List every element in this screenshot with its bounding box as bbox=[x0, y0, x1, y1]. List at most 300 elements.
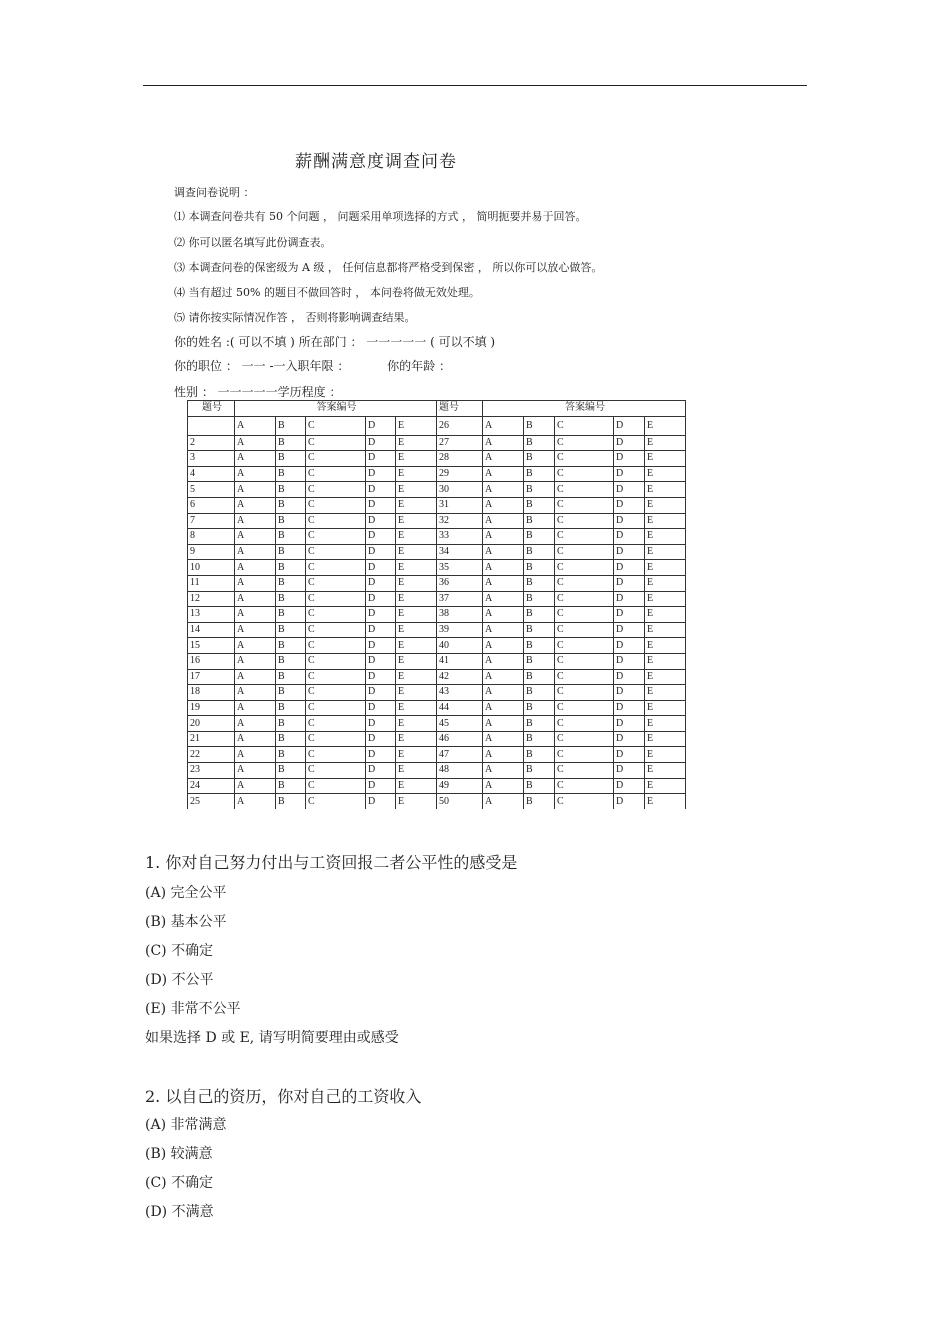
question-number-cell: 4 bbox=[188, 466, 235, 482]
answer-option-cell[interactable]: D bbox=[366, 716, 396, 732]
answer-option-cell[interactable]: B bbox=[276, 416, 306, 435]
answer-option-cell[interactable]: C bbox=[555, 451, 614, 467]
answer-option-cell[interactable]: B bbox=[524, 544, 555, 560]
instruction-item: ⑴ 本调查问卷共有 50 个问题 ， 问题采用单项选择的方式 ， 简明扼要并易于回答。 bbox=[174, 210, 587, 223]
answer-option-cell[interactable]: E bbox=[396, 451, 437, 467]
answer-option-cell[interactable]: C bbox=[306, 731, 366, 747]
answer-option-cell[interactable]: E bbox=[645, 544, 686, 560]
answer-option-cell[interactable]: A bbox=[483, 416, 524, 435]
answer-option-cell[interactable]: C bbox=[555, 513, 614, 529]
table-row bbox=[188, 529, 686, 545]
answer-option-cell[interactable]: E bbox=[396, 416, 437, 435]
answer-option-cell[interactable]: A bbox=[483, 544, 524, 560]
answer-option-cell[interactable]: A bbox=[235, 466, 276, 482]
answer-option-cell[interactable]: B bbox=[276, 575, 306, 591]
question-number-header: 题号 bbox=[188, 401, 235, 417]
answer-option-cell[interactable]: A bbox=[235, 622, 276, 638]
answer-option-cell[interactable]: E bbox=[645, 466, 686, 482]
answer-option-cell[interactable]: D bbox=[366, 653, 396, 669]
answer-option-cell[interactable]: B bbox=[276, 451, 306, 467]
answer-option-cell[interactable]: C bbox=[306, 716, 366, 732]
answer-option-cell[interactable]: A bbox=[483, 763, 524, 779]
table-row bbox=[188, 700, 686, 716]
question-number-cell: 10 bbox=[188, 560, 235, 576]
answer-option-cell[interactable]: A bbox=[235, 451, 276, 467]
answer-option-cell[interactable]: A bbox=[483, 685, 524, 701]
answer-option-cell[interactable]: C bbox=[555, 794, 614, 809]
answer-option-cell[interactable]: C bbox=[306, 435, 366, 451]
answer-option-cell[interactable]: A bbox=[483, 669, 524, 685]
answer-option-cell[interactable]: D bbox=[366, 529, 396, 545]
answer-option-cell[interactable]: B bbox=[524, 513, 555, 529]
answer-option-cell[interactable]: B bbox=[524, 607, 555, 623]
answer-option-cell[interactable]: D bbox=[614, 747, 645, 763]
answer-option-cell[interactable]: A bbox=[483, 513, 524, 529]
answer-option-cell[interactable]: B bbox=[524, 435, 555, 451]
answer-option-cell[interactable]: A bbox=[235, 497, 276, 513]
answer-option-cell[interactable]: E bbox=[396, 716, 437, 732]
answer-option-cell[interactable]: E bbox=[396, 560, 437, 576]
answer-option-cell[interactable]: E bbox=[645, 575, 686, 591]
question-number-cell: 49 bbox=[437, 778, 483, 794]
answer-option-cell[interactable]: C bbox=[555, 497, 614, 513]
question-number-cell: 19 bbox=[188, 700, 235, 716]
answer-option-cell[interactable]: E bbox=[645, 685, 686, 701]
answer-option-cell[interactable]: A bbox=[235, 669, 276, 685]
answer-option-cell[interactable]: D bbox=[614, 622, 645, 638]
question-number-cell: 12 bbox=[188, 591, 235, 607]
answer-option-cell[interactable]: C bbox=[306, 778, 366, 794]
answer-option-cell[interactable]: A bbox=[235, 700, 276, 716]
answer-option-cell[interactable]: A bbox=[235, 653, 276, 669]
question-number-cell: 24 bbox=[188, 778, 235, 794]
table-row bbox=[188, 466, 686, 482]
answer-option-cell[interactable]: C bbox=[555, 685, 614, 701]
question-number-cell: 9 bbox=[188, 544, 235, 560]
answer-option-cell[interactable]: D bbox=[614, 591, 645, 607]
answer-option-cell[interactable]: C bbox=[306, 451, 366, 467]
answer-option-cell[interactable]: C bbox=[306, 575, 366, 591]
answer-option-cell[interactable]: B bbox=[276, 513, 306, 529]
answer-option-cell[interactable]: E bbox=[396, 638, 437, 654]
answer-option-cell[interactable]: B bbox=[524, 466, 555, 482]
answer-option-cell[interactable]: C bbox=[555, 763, 614, 779]
answer-option-cell[interactable]: A bbox=[483, 435, 524, 451]
answer-option-cell[interactable]: E bbox=[396, 497, 437, 513]
answer-option-cell[interactable]: B bbox=[524, 763, 555, 779]
answer-option-cell[interactable]: D bbox=[614, 497, 645, 513]
question-number-cell: 42 bbox=[437, 669, 483, 685]
answer-option-cell[interactable]: B bbox=[524, 669, 555, 685]
answer-option-cell[interactable]: C bbox=[555, 482, 614, 498]
answer-option-cell[interactable]: C bbox=[555, 653, 614, 669]
answer-option-cell[interactable]: E bbox=[645, 700, 686, 716]
answer-option-cell[interactable]: D bbox=[366, 700, 396, 716]
answer-option-cell[interactable]: B bbox=[524, 778, 555, 794]
answer-option-cell[interactable]: B bbox=[524, 497, 555, 513]
answer-option-cell[interactable]: E bbox=[396, 653, 437, 669]
answer-option-cell[interactable]: D bbox=[614, 482, 645, 498]
answer-option-cell[interactable]: A bbox=[235, 747, 276, 763]
table-row bbox=[188, 416, 686, 435]
answer-option-cell[interactable]: C bbox=[306, 669, 366, 685]
answer-option-cell[interactable]: C bbox=[306, 466, 366, 482]
answer-option-cell[interactable]: E bbox=[645, 529, 686, 545]
table-row bbox=[188, 497, 686, 513]
answer-option-cell[interactable]: A bbox=[235, 416, 276, 435]
answer-option-cell[interactable]: C bbox=[306, 497, 366, 513]
answer-option-cell[interactable]: D bbox=[614, 685, 645, 701]
answer-option-cell[interactable]: A bbox=[483, 591, 524, 607]
answer-option-cell[interactable]: E bbox=[645, 497, 686, 513]
question-number-cell: 3 bbox=[188, 451, 235, 467]
answer-option-cell[interactable]: D bbox=[366, 622, 396, 638]
answer-option-cell[interactable]: A bbox=[483, 778, 524, 794]
answer-option-cell[interactable]: C bbox=[555, 435, 614, 451]
question-number-header: 题号 bbox=[437, 401, 483, 417]
answer-option-cell[interactable]: D bbox=[614, 669, 645, 685]
question-2-option-d[interactable]: (D) 不满意 bbox=[145, 1204, 214, 1220]
table-row bbox=[188, 716, 686, 732]
answer-option-cell[interactable]: B bbox=[524, 622, 555, 638]
table-row bbox=[188, 794, 686, 809]
answer-option-cell[interactable]: A bbox=[483, 700, 524, 716]
answer-option-cell[interactable]: B bbox=[276, 700, 306, 716]
question-2-title: 2. 以自己的资历，你对自己的工资收入 bbox=[145, 1087, 422, 1106]
answer-option-cell[interactable]: C bbox=[306, 653, 366, 669]
answer-option-cell[interactable]: E bbox=[396, 794, 437, 809]
answer-option-cell[interactable]: A bbox=[235, 482, 276, 498]
answer-option-cell[interactable]: E bbox=[645, 416, 686, 435]
answer-option-cell[interactable]: C bbox=[555, 716, 614, 732]
answer-option-cell[interactable]: D bbox=[614, 638, 645, 654]
answer-option-cell[interactable]: C bbox=[306, 685, 366, 701]
answer-option-cell[interactable]: E bbox=[645, 591, 686, 607]
answer-option-cell[interactable]: C bbox=[555, 778, 614, 794]
answer-option-cell[interactable]: B bbox=[276, 435, 306, 451]
answer-option-cell[interactable]: E bbox=[645, 763, 686, 779]
answer-option-cell[interactable]: A bbox=[483, 575, 524, 591]
answer-option-cell[interactable]: A bbox=[235, 638, 276, 654]
answer-option-cell[interactable]: C bbox=[306, 794, 366, 809]
answer-option-cell[interactable]: E bbox=[645, 638, 686, 654]
answer-option-cell[interactable]: C bbox=[306, 607, 366, 623]
answer-option-cell[interactable]: C bbox=[555, 575, 614, 591]
answer-option-cell[interactable]: A bbox=[483, 638, 524, 654]
answer-option-cell[interactable]: A bbox=[483, 622, 524, 638]
answer-option-cell[interactable]: E bbox=[645, 731, 686, 747]
answer-option-cell[interactable]: C bbox=[306, 638, 366, 654]
question-number-cell: 30 bbox=[437, 482, 483, 498]
question-number-cell: 47 bbox=[437, 747, 483, 763]
answer-option-cell[interactable]: C bbox=[306, 747, 366, 763]
answer-option-cell[interactable]: B bbox=[276, 544, 306, 560]
answer-option-cell[interactable]: A bbox=[235, 591, 276, 607]
answer-option-cell[interactable]: C bbox=[555, 466, 614, 482]
answer-option-cell[interactable]: A bbox=[483, 466, 524, 482]
answer-option-cell[interactable]: E bbox=[396, 575, 437, 591]
answer-option-cell[interactable]: D bbox=[366, 591, 396, 607]
question-number-cell: 31 bbox=[437, 497, 483, 513]
answer-option-cell[interactable]: E bbox=[645, 622, 686, 638]
answer-option-cell[interactable]: E bbox=[396, 669, 437, 685]
answer-option-cell[interactable]: B bbox=[276, 560, 306, 576]
question-1-option-e[interactable]: (E) 非常不公平 bbox=[145, 1001, 241, 1017]
answer-option-cell[interactable]: B bbox=[524, 716, 555, 732]
question-2-option-b[interactable]: (B) 较满意 bbox=[145, 1146, 213, 1162]
answer-option-cell[interactable]: E bbox=[645, 716, 686, 732]
answer-option-cell[interactable]: A bbox=[235, 435, 276, 451]
answer-option-cell[interactable]: E bbox=[645, 778, 686, 794]
answer-option-cell[interactable]: A bbox=[235, 778, 276, 794]
question-number-cell: 5 bbox=[188, 482, 235, 498]
answer-option-cell[interactable]: D bbox=[614, 731, 645, 747]
answer-option-cell[interactable]: D bbox=[366, 794, 396, 809]
answer-option-cell[interactable]: A bbox=[235, 731, 276, 747]
answer-option-cell[interactable]: D bbox=[614, 451, 645, 467]
answer-option-cell[interactable]: E bbox=[645, 653, 686, 669]
answer-option-cell[interactable]: B bbox=[276, 482, 306, 498]
answer-option-cell[interactable]: D bbox=[614, 716, 645, 732]
answer-option-cell[interactable]: A bbox=[235, 529, 276, 545]
question-1-title: 1. 你对自己努力付出与工资回报二者公平性的感受是 bbox=[145, 853, 518, 872]
answer-option-cell[interactable]: D bbox=[366, 544, 396, 560]
question-number-cell: 21 bbox=[188, 731, 235, 747]
answer-option-cell[interactable]: C bbox=[306, 763, 366, 779]
answer-option-cell[interactable]: C bbox=[555, 560, 614, 576]
table-row bbox=[188, 435, 686, 451]
answer-option-cell[interactable]: E bbox=[396, 763, 437, 779]
answer-option-cell[interactable]: C bbox=[306, 700, 366, 716]
answer-option-cell[interactable]: D bbox=[614, 544, 645, 560]
answer-option-cell[interactable]: B bbox=[276, 591, 306, 607]
answer-option-cell[interactable]: D bbox=[366, 466, 396, 482]
answer-option-cell[interactable]: D bbox=[614, 700, 645, 716]
answer-option-cell[interactable]: E bbox=[645, 560, 686, 576]
table-row bbox=[188, 451, 686, 467]
answer-option-cell[interactable]: D bbox=[614, 763, 645, 779]
answer-option-cell[interactable]: D bbox=[614, 435, 645, 451]
question-number-cell: 13 bbox=[188, 607, 235, 623]
answer-option-cell[interactable]: E bbox=[645, 607, 686, 623]
answer-option-cell[interactable]: B bbox=[276, 669, 306, 685]
answer-option-cell[interactable]: B bbox=[524, 575, 555, 591]
answer-option-cell[interactable]: A bbox=[483, 716, 524, 732]
answer-option-cell[interactable]: C bbox=[306, 529, 366, 545]
answer-option-cell[interactable]: C bbox=[555, 591, 614, 607]
answer-option-cell[interactable]: B bbox=[276, 747, 306, 763]
answer-option-cell[interactable]: D bbox=[366, 638, 396, 654]
answer-option-cell[interactable]: D bbox=[366, 685, 396, 701]
answer-option-cell[interactable]: C bbox=[555, 700, 614, 716]
answer-option-cell[interactable]: A bbox=[235, 544, 276, 560]
answer-option-cell[interactable]: B bbox=[276, 607, 306, 623]
answer-option-cell[interactable]: E bbox=[645, 451, 686, 467]
answer-option-cell[interactable]: A bbox=[235, 575, 276, 591]
question-number-cell: 26 bbox=[437, 416, 483, 435]
answer-option-cell[interactable]: A bbox=[235, 607, 276, 623]
answer-option-cell[interactable]: E bbox=[645, 747, 686, 763]
table-row bbox=[188, 513, 686, 529]
answer-option-cell[interactable]: E bbox=[396, 622, 437, 638]
answer-option-cell[interactable]: B bbox=[276, 638, 306, 654]
answer-option-cell[interactable]: B bbox=[276, 497, 306, 513]
answer-option-cell[interactable]: C bbox=[306, 560, 366, 576]
answer-option-cell[interactable]: A bbox=[235, 685, 276, 701]
answer-option-cell[interactable]: E bbox=[396, 466, 437, 482]
question-1-option-c[interactable]: (C) 不确定 bbox=[145, 943, 214, 959]
answer-option-cell[interactable]: A bbox=[483, 607, 524, 623]
answer-option-cell[interactable]: D bbox=[614, 607, 645, 623]
answer-option-cell[interactable]: B bbox=[276, 529, 306, 545]
answer-option-cell[interactable]: C bbox=[555, 622, 614, 638]
answer-option-cell[interactable]: C bbox=[306, 591, 366, 607]
answer-option-cell[interactable]: B bbox=[276, 778, 306, 794]
question-2-option-c[interactable]: (C) 不确定 bbox=[145, 1175, 214, 1191]
answer-option-cell[interactable]: A bbox=[235, 716, 276, 732]
answer-option-cell[interactable]: D bbox=[614, 653, 645, 669]
answer-option-cell[interactable]: D bbox=[614, 513, 645, 529]
question-number-cell: 45 bbox=[437, 716, 483, 732]
answer-option-cell[interactable]: E bbox=[396, 731, 437, 747]
answer-option-cell[interactable]: D bbox=[366, 416, 396, 435]
answer-option-cell[interactable]: C bbox=[555, 607, 614, 623]
answer-option-cell[interactable]: D bbox=[614, 778, 645, 794]
answer-option-cell[interactable]: B bbox=[276, 466, 306, 482]
answer-option-cell[interactable]: E bbox=[396, 778, 437, 794]
answer-option-cell[interactable]: B bbox=[524, 685, 555, 701]
answer-option-cell[interactable]: D bbox=[614, 529, 645, 545]
answer-option-cell[interactable]: B bbox=[524, 638, 555, 654]
answer-option-cell[interactable]: D bbox=[366, 778, 396, 794]
answer-option-cell[interactable]: B bbox=[524, 560, 555, 576]
answer-option-cell[interactable]: D bbox=[366, 747, 396, 763]
answer-option-cell[interactable]: C bbox=[555, 731, 614, 747]
answer-option-cell[interactable]: E bbox=[396, 607, 437, 623]
answer-option-cell[interactable]: C bbox=[306, 416, 366, 435]
question-1-option-a[interactable]: (A) 完全公平 bbox=[145, 885, 227, 901]
question-1-option-d[interactable]: (D) 不公平 bbox=[145, 972, 214, 988]
answer-option-cell[interactable]: A bbox=[483, 560, 524, 576]
answer-option-cell[interactable]: C bbox=[555, 669, 614, 685]
answer-option-cell[interactable]: C bbox=[306, 544, 366, 560]
answer-option-cell[interactable]: E bbox=[396, 700, 437, 716]
answer-option-cell[interactable]: D bbox=[366, 731, 396, 747]
answer-option-cell[interactable]: C bbox=[555, 747, 614, 763]
answer-option-cell[interactable]: D bbox=[366, 497, 396, 513]
answer-option-cell[interactable]: E bbox=[396, 591, 437, 607]
answer-option-cell[interactable]: B bbox=[276, 622, 306, 638]
answer-option-cell[interactable]: A bbox=[483, 482, 524, 498]
answer-option-cell[interactable]: D bbox=[366, 763, 396, 779]
answer-option-cell[interactable]: C bbox=[555, 638, 614, 654]
answer-option-cell[interactable]: A bbox=[235, 763, 276, 779]
answer-option-cell[interactable]: D bbox=[366, 669, 396, 685]
answer-option-cell[interactable]: D bbox=[614, 466, 645, 482]
answer-option-cell[interactable]: A bbox=[235, 560, 276, 576]
answer-option-cell[interactable]: E bbox=[396, 513, 437, 529]
table-row bbox=[188, 575, 686, 591]
answer-option-cell[interactable]: E bbox=[645, 669, 686, 685]
answer-option-cell[interactable]: A bbox=[235, 794, 276, 809]
answer-option-cell[interactable]: C bbox=[555, 416, 614, 435]
answer-option-cell[interactable]: E bbox=[396, 435, 437, 451]
answer-option-cell[interactable]: A bbox=[483, 653, 524, 669]
answer-option-cell[interactable]: C bbox=[306, 622, 366, 638]
answer-option-cell[interactable]: A bbox=[483, 747, 524, 763]
answer-option-cell[interactable]: D bbox=[614, 794, 645, 809]
answer-option-cell[interactable]: D bbox=[366, 575, 396, 591]
answer-option-cell[interactable]: C bbox=[306, 513, 366, 529]
instruction-item: ⑶ 本调查问卷的保密级为 A 级 ， 任何信息都将严格受到保密 ， 所以你可以放心做答。 bbox=[174, 261, 603, 274]
answer-option-cell[interactable]: B bbox=[524, 747, 555, 763]
answer-option-cell[interactable]: D bbox=[366, 607, 396, 623]
answer-option-cell[interactable]: C bbox=[555, 529, 614, 545]
answer-option-cell[interactable]: D bbox=[366, 451, 396, 467]
instruction-item: ⑸ 请你按实际情况作答 ， 否则将影响调查结果。 bbox=[174, 311, 416, 324]
answer-option-cell[interactable]: B bbox=[276, 716, 306, 732]
answer-option-cell[interactable]: E bbox=[396, 544, 437, 560]
answer-code-header: 答案编号 bbox=[483, 401, 686, 417]
question-1-option-b[interactable]: (B) 基本公平 bbox=[145, 914, 227, 930]
answer-option-cell[interactable]: D bbox=[614, 575, 645, 591]
answer-option-cell[interactable]: E bbox=[645, 435, 686, 451]
answer-option-cell[interactable]: E bbox=[645, 513, 686, 529]
answer-option-cell[interactable]: B bbox=[524, 416, 555, 435]
answer-option-cell[interactable]: D bbox=[366, 435, 396, 451]
question-number-cell: 32 bbox=[437, 513, 483, 529]
answer-option-cell[interactable]: E bbox=[396, 482, 437, 498]
answer-option-cell[interactable]: B bbox=[276, 794, 306, 809]
answer-option-cell[interactable]: E bbox=[645, 794, 686, 809]
answer-option-cell[interactable]: B bbox=[524, 591, 555, 607]
answer-option-cell[interactable]: A bbox=[483, 451, 524, 467]
answer-option-cell[interactable]: B bbox=[524, 451, 555, 467]
answer-option-cell[interactable]: B bbox=[276, 763, 306, 779]
answer-option-cell[interactable]: B bbox=[524, 653, 555, 669]
answer-option-cell[interactable]: E bbox=[396, 747, 437, 763]
answer-option-cell[interactable]: E bbox=[645, 482, 686, 498]
answer-option-cell[interactable]: B bbox=[276, 731, 306, 747]
answer-option-cell[interactable]: D bbox=[366, 560, 396, 576]
answer-option-cell[interactable]: D bbox=[366, 482, 396, 498]
answer-option-cell[interactable]: D bbox=[366, 513, 396, 529]
answer-option-cell[interactable]: E bbox=[396, 529, 437, 545]
answer-option-cell[interactable]: B bbox=[524, 529, 555, 545]
answer-option-cell[interactable]: B bbox=[524, 700, 555, 716]
answer-option-cell[interactable]: B bbox=[276, 653, 306, 669]
answer-option-cell[interactable]: B bbox=[524, 731, 555, 747]
answer-option-cell[interactable]: C bbox=[306, 482, 366, 498]
answer-option-cell[interactable]: B bbox=[524, 794, 555, 809]
question-2-option-a[interactable]: (A) 非常满意 bbox=[145, 1117, 227, 1133]
answer-option-cell[interactable]: A bbox=[483, 497, 524, 513]
answer-option-cell[interactable]: A bbox=[483, 794, 524, 809]
answer-option-cell[interactable]: D bbox=[614, 416, 645, 435]
answer-option-cell[interactable]: B bbox=[524, 482, 555, 498]
answer-option-cell[interactable]: C bbox=[555, 544, 614, 560]
answer-option-cell[interactable]: A bbox=[483, 731, 524, 747]
answer-option-cell[interactable]: A bbox=[483, 529, 524, 545]
answer-option-cell[interactable]: B bbox=[276, 685, 306, 701]
name-department-field: 你的姓名 :( 可以不填 ) 所在部门 ： 一一一一一 ( 可以不填 ) bbox=[174, 335, 496, 349]
answer-option-cell[interactable]: A bbox=[235, 513, 276, 529]
answer-option-cell[interactable]: E bbox=[396, 685, 437, 701]
answer-option-cell[interactable]: D bbox=[614, 560, 645, 576]
question-number-cell: 33 bbox=[437, 529, 483, 545]
table-row bbox=[188, 653, 686, 669]
question-number-cell: 46 bbox=[437, 731, 483, 747]
